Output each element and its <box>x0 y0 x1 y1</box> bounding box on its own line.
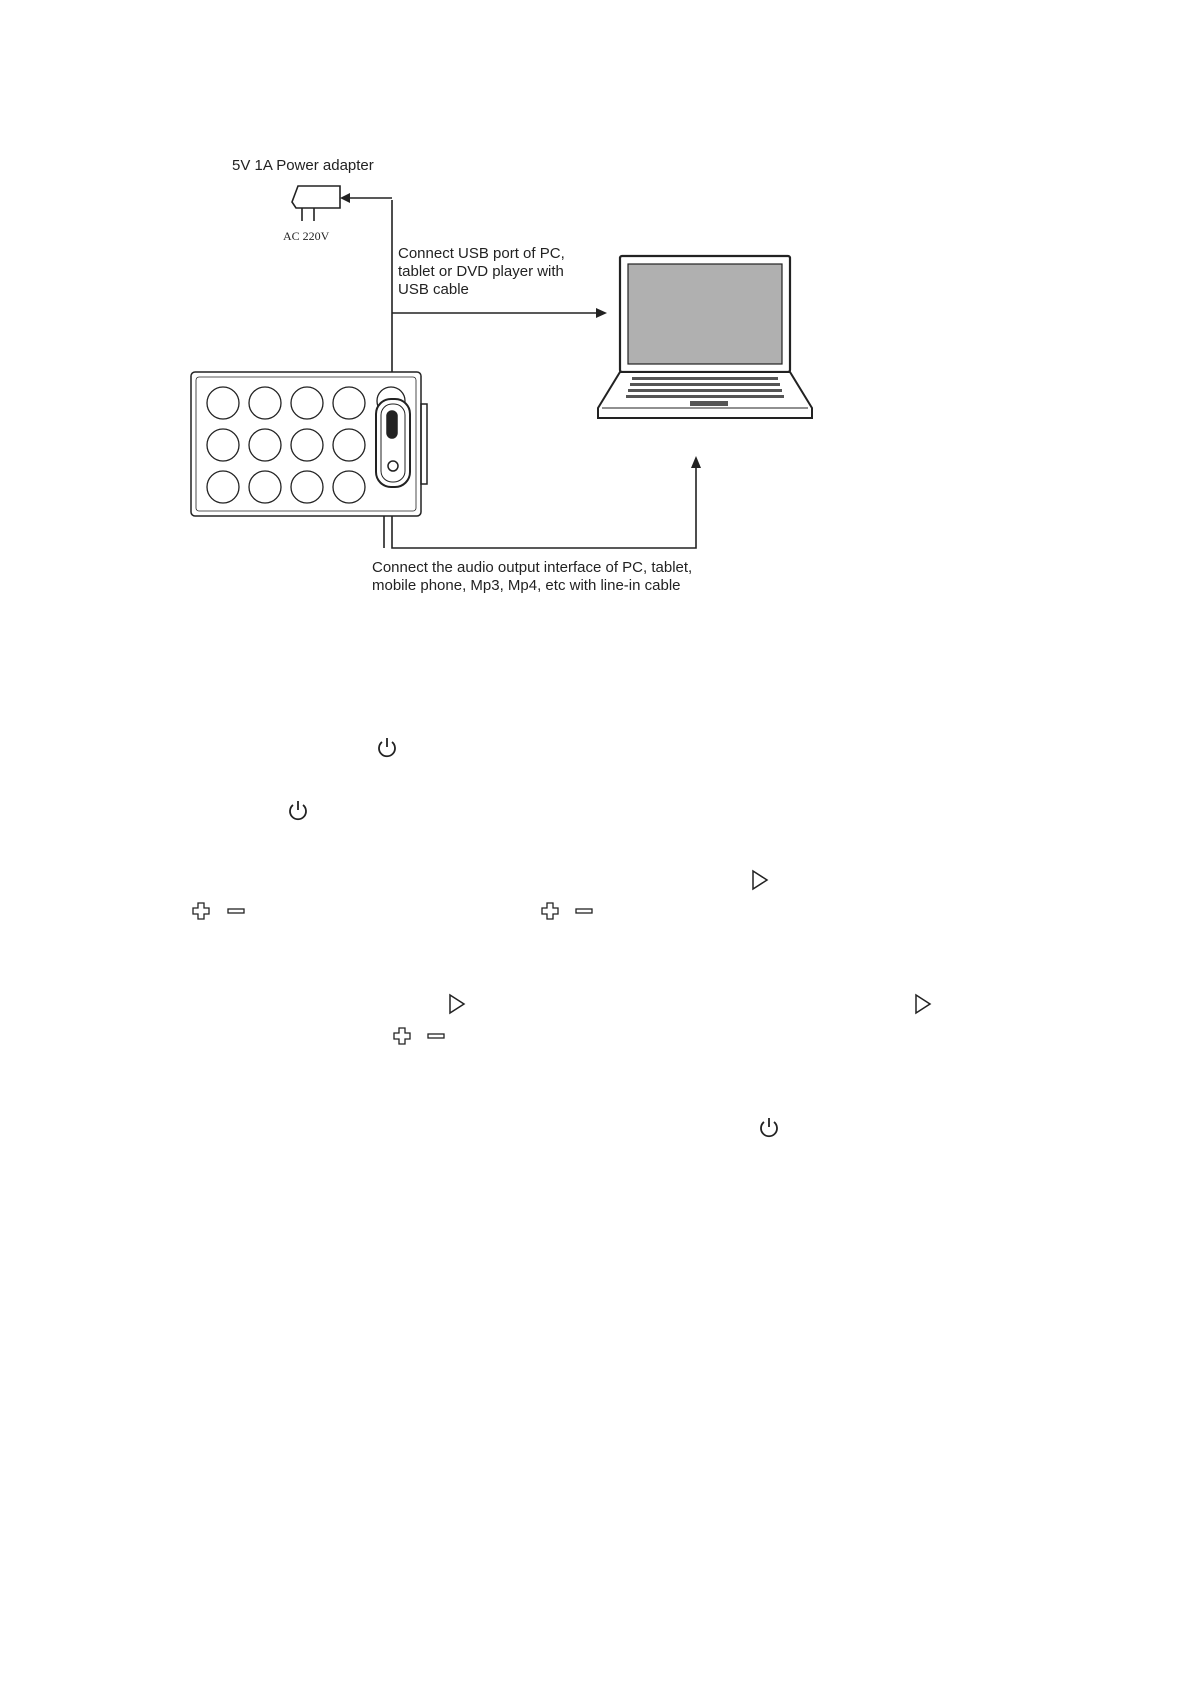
minus-icon <box>426 1029 446 1043</box>
power-icon <box>758 1116 780 1140</box>
play-icon <box>750 869 770 891</box>
power-icon <box>376 736 398 760</box>
power-adapter-icon <box>292 186 340 221</box>
ac-voltage-label: AC 220V <box>283 229 330 243</box>
plus-icon <box>191 901 211 921</box>
play-icon <box>447 993 467 1015</box>
speaker-device <box>191 372 427 516</box>
usb-connection-label: Connect USB port of PC, tablet or DVD player with USB cable <box>398 245 565 298</box>
plus-icon <box>540 901 560 921</box>
usb-port <box>387 411 397 438</box>
laptop-icon <box>598 256 812 418</box>
power-adapter-label: 5V 1A Power adapter <box>232 157 374 174</box>
arrow-to-laptop-usb <box>596 308 607 318</box>
plus-icon <box>392 1026 412 1046</box>
play-icon <box>913 993 933 1015</box>
minus-icon <box>574 904 594 918</box>
arrow-to-laptop-audio <box>691 456 701 468</box>
minus-icon <box>226 904 246 918</box>
power-icon <box>287 799 309 823</box>
connection-diagram <box>0 0 1191 700</box>
arrow-to-adapter <box>340 193 350 203</box>
line-in-port <box>388 461 398 471</box>
audio-connection-label: Connect the audio output interface of PC, tablet, mobile phone, Mp3, Mp4, etc with line-in cable <box>372 559 693 594</box>
